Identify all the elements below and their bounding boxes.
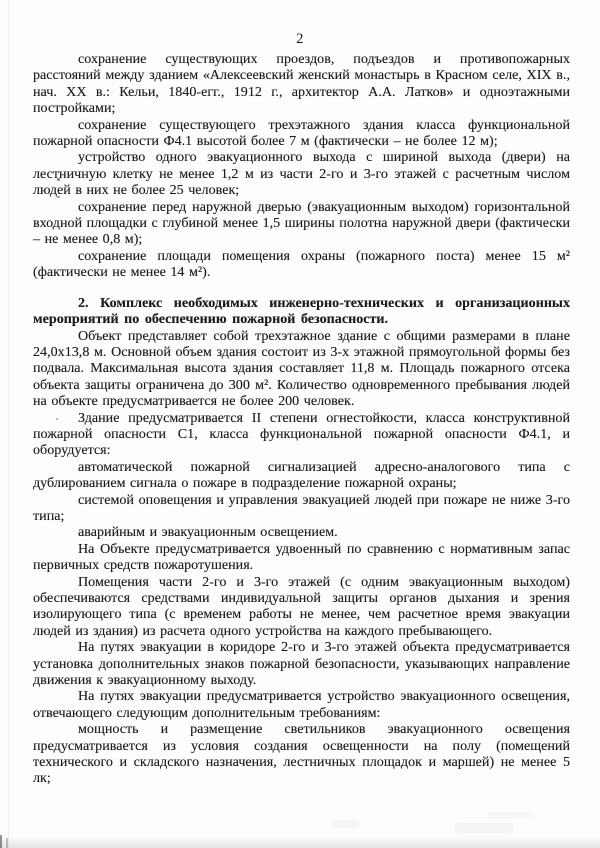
body-paragraph: автоматической пожарной сигнализацией адресно-аналогового типа с дублированием сигнала о пожаре в подразделение пожарной охраны; (33, 458, 570, 492)
body-paragraph: аварийным и эвакуационным освещением. (78, 524, 338, 541)
scan-bottom-shadow (0, 838, 600, 848)
scan-smudge (333, 820, 359, 828)
body-paragraph: сохранение существующего трехэтажного здания класса функциональной пожарной опасности Ф4.1 высотой более 7 м (фактически – не более 12 м); (33, 116, 570, 150)
scan-smudge (455, 823, 513, 833)
body-paragraph: На путях эвакуации в коридоре 2-го и 3-го этажей объекта предусматривается установка дополнительных знаков пожарной безопасности, указывающих направление движения к эвакуационному выходу. (33, 639, 570, 689)
body-paragraph: Здание предусматривается II степени огнестойкости, класса конструктивной пожарной опасности С1, класса функциональной пожарной опасности Ф4.1, и оборудуется: (33, 409, 570, 459)
section-heading: 2. Комплекс необходимых инженерно-технических и организационных мероприятий по обеспечению пожарной безопасности. (33, 294, 570, 328)
body-paragraph: системой оповещения и управления эвакуацией людей при пожаре не ниже 3-го типа; (33, 491, 570, 524)
body-paragraph: Помещения части 2-го и 3-го этажей (с одним эвакуационным выходом) обеспечиваются средствами индивидуальной защиты органов дыхания и зрения изолирующего типа (с временем работы не менее, чем расчетное время эвакуации людей из здания) из расчета одного устройства на каждого пребывающего. (33, 573, 570, 639)
scan-speck (57, 196, 60, 198)
scan-smudge (488, 812, 534, 819)
body-paragraph: сохранение перед наружной дверью (эвакуационным выходом) горизонтальной входной площадки с глубиной менее 1,5 ширины полотна наружной двери (фактически – не менее 0,8 м); (33, 198, 570, 248)
scan-speck (56, 418, 58, 420)
scan-edge-line (8, 0, 9, 848)
body-paragraph: сохранение площади помещения охраны (пожарного поста) менее 15 м² (фактически не менее 14 м²). (33, 247, 570, 281)
body-paragraph: устройство одного эвакуационного выхода с шириной выхода (двери) на лестничную клетку не менее 1,2 м из части 2-го и 3-го этажей с расчетным числом людей в них не более 25 человек; (33, 149, 570, 199)
body-paragraph: сохранение существующих проездов, подъездов и противопожарных расстояний между зданием «Алексеевский женский монастырь в Красном селе, XIX в., нач. XX в.: Кельи, 1840-егг., 1912 г., архитектор А.А. Латков» и одноэтажными постройками; (33, 51, 570, 117)
scan-edge-tick (0, 835, 2, 848)
page-number: 2 (296, 31, 304, 47)
body-paragraph: мощность и размещение светильников эвакуационного освещения предусматривается из условия создания освещенности на полу (помещений технического и складского назначения, лестничных площадок и маршей) не менее 5 лк; (33, 721, 570, 787)
scan-speck (57, 178, 60, 181)
document-body (33, 51, 570, 787)
body-paragraph: Объект представляет собой трехэтажное здание с общими размерами в плане 24,0х13,8 м. Основной объем здания состоит из 3-х этажной прямоугольной формы без подвала. Максимальная высота здания составляет 11,8 м. Площадь пожарного отсека объекта защиты ограничена до 300 м². Количество одновременного пребывания людей на объекте предусматривается не более 200 человек. (33, 327, 570, 410)
body-paragraph: На Объекте предусматривается удвоенный по сравнению с нормативным запас первичных средств пожаротушения. (33, 540, 570, 574)
body-paragraph: На путях эвакуации предусматривается устройство эвакуационного освещения, отвечающего следующим дополнительным требованиям: (33, 688, 570, 721)
scan-edge-tick (6, 838, 8, 848)
